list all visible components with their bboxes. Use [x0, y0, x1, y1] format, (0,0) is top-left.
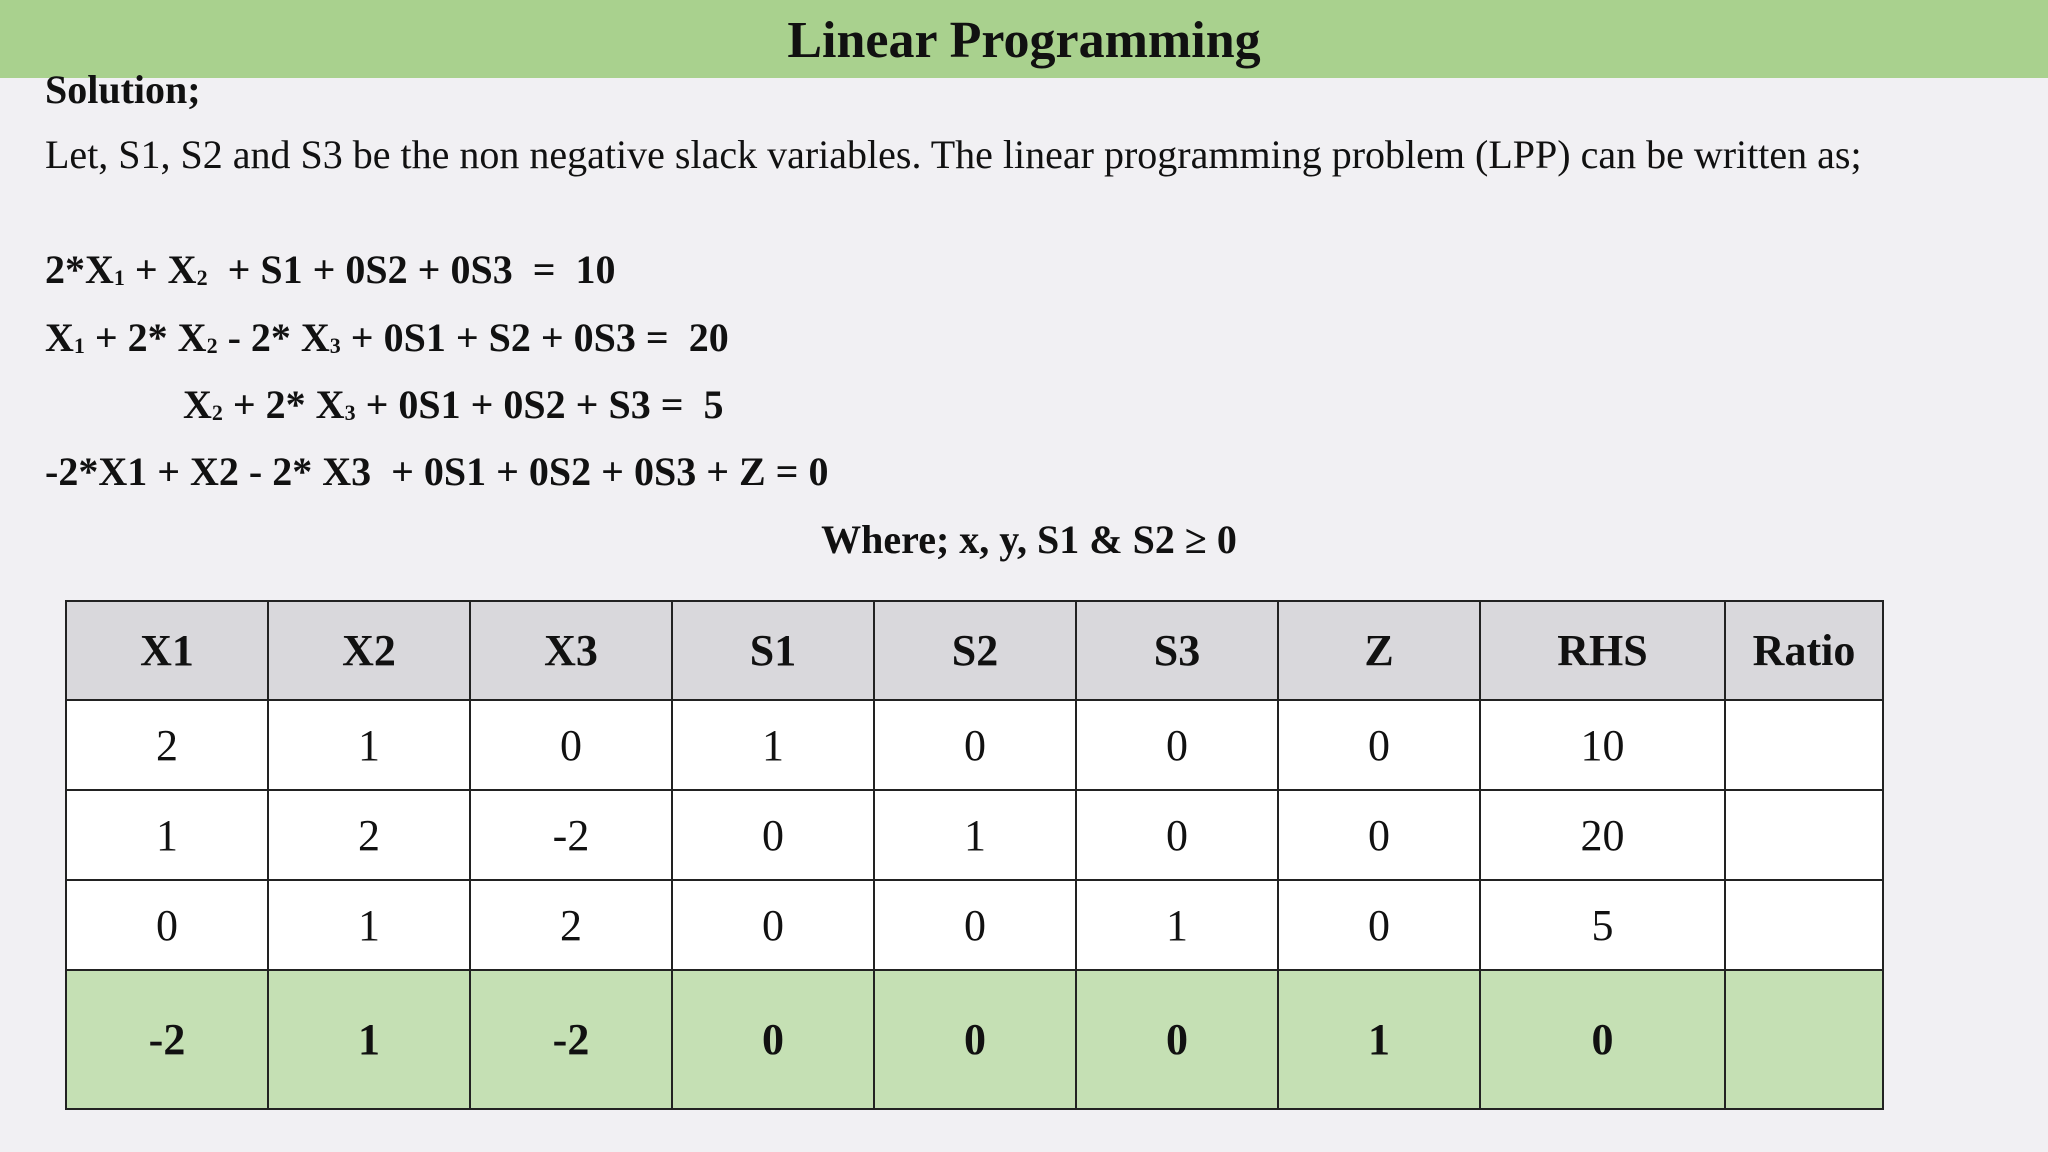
table-cell: 0 — [470, 700, 672, 790]
table-cell: 0 — [1278, 790, 1480, 880]
table-cell: 1 — [672, 700, 874, 790]
table-row — [66, 700, 1883, 790]
eq1-sub-1: 1 — [113, 265, 125, 290]
table-cell — [1725, 700, 1883, 790]
eq2-sub-1: 1 — [73, 333, 85, 358]
solution-heading: Solution; — [45, 67, 201, 112]
z-row-cell: 0 — [672, 970, 874, 1109]
z-row-cell — [1725, 970, 1883, 1109]
eq3-term-x2: X — [183, 382, 212, 427]
table-cell: -2 — [470, 790, 672, 880]
table-cell — [1725, 790, 1883, 880]
table-cell: 0 — [874, 880, 1076, 970]
table-cell: 0 — [1076, 700, 1278, 790]
eq2-rest: + 0S1 + S2 + 0S3 = 20 — [340, 315, 729, 360]
table-header-row — [66, 601, 1883, 700]
nonnegativity-constraint: Where; x, y, S1 & S2 ≥ 0 — [821, 517, 1237, 562]
table-cell: 1 — [268, 700, 470, 790]
header-ratio: Ratio — [1725, 601, 1883, 700]
equation-1 — [45, 244, 616, 304]
eq3-sub-3: 3 — [344, 400, 356, 425]
eq1-term-x1: 2*X — [45, 247, 114, 292]
eq3-sub-2: 2 — [211, 400, 223, 425]
objective-row — [66, 970, 1883, 1109]
table-cell: 1 — [268, 880, 470, 970]
eq3-term-x3: + 2* X — [222, 382, 345, 427]
header-x3: X3 — [470, 601, 672, 700]
table-cell: 2 — [470, 880, 672, 970]
table-cell: 0 — [1278, 700, 1480, 790]
table-row — [66, 880, 1883, 970]
z-row-cell: 0 — [874, 970, 1076, 1109]
z-row-cell: 0 — [1076, 970, 1278, 1109]
table-cell: 1 — [1076, 880, 1278, 970]
header-s2: S2 — [874, 601, 1076, 700]
eq2-sub-2: 2 — [206, 333, 218, 358]
equation-2 — [45, 312, 729, 372]
header-x1: X1 — [66, 601, 268, 700]
table-cell: 0 — [672, 880, 874, 970]
header-s3: S3 — [1076, 601, 1278, 700]
table-cell: 0 — [66, 880, 268, 970]
table-cell: 1 — [874, 790, 1076, 880]
z-row-cell: 0 — [1480, 970, 1725, 1109]
z-row-cell: 1 — [1278, 970, 1480, 1109]
z-row-cell: -2 — [470, 970, 672, 1109]
eq2-term-x2: + 2* X — [84, 315, 207, 360]
eq3-rest: + 0S1 + 0S2 + S3 = 5 — [355, 382, 724, 427]
intro-paragraph: Let, S1, S2 and S3 be the non negative slack variables. The linear programming problem (LPP) can be written as; — [45, 132, 1862, 177]
table-cell: 0 — [874, 700, 1076, 790]
z-row-cell: -2 — [66, 970, 268, 1109]
equation-3 — [183, 379, 724, 439]
page-title: Linear Programming — [787, 12, 1261, 69]
eq1-term-x2: + X — [124, 247, 197, 292]
z-row-cell: 1 — [268, 970, 470, 1109]
eq2-term-x3: - 2* X — [217, 315, 330, 360]
table-row — [66, 790, 1883, 880]
eq1-sub-2: 2 — [196, 265, 208, 290]
table-cell: 2 — [66, 700, 268, 790]
header-s1: S1 — [672, 601, 874, 700]
table-cell: 5 — [1480, 880, 1725, 970]
table-cell: 0 — [1278, 880, 1480, 970]
table-cell: 0 — [672, 790, 874, 880]
table-cell: 10 — [1480, 700, 1725, 790]
objective-equation: -2*X1 + X2 - 2* X3 + 0S1 + 0S2 + 0S3 + Z = 0 — [45, 449, 829, 494]
simplex-tableau — [65, 600, 1884, 1110]
eq1-rest: + S1 + 0S2 + 0S3 = 10 — [207, 247, 616, 292]
table-cell: 0 — [1076, 790, 1278, 880]
table-cell — [1725, 880, 1883, 970]
table-cell: 20 — [1480, 790, 1725, 880]
table-cell: 1 — [66, 790, 268, 880]
header-x2: X2 — [268, 601, 470, 700]
header-rhs: RHS — [1480, 601, 1725, 700]
eq2-sub-3: 3 — [329, 333, 341, 358]
table-cell: 2 — [268, 790, 470, 880]
eq2-term-x1: X — [45, 315, 74, 360]
header-z: Z — [1278, 601, 1480, 700]
